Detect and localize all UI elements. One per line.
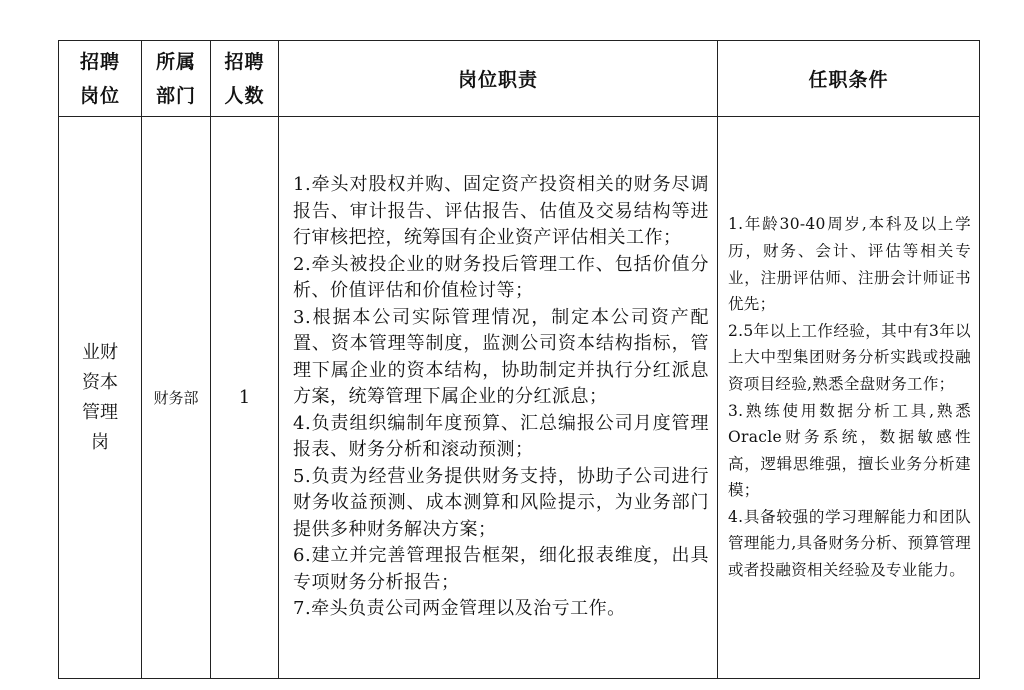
department-cell: 财务部 <box>142 117 211 679</box>
requirement-item: 4.具备较强的学习理解能力和团队管理能力,具备财务分析、预算管理或者投融资相关经验及专业能力。 <box>728 507 971 580</box>
duty-item: 4.负责组织编制年度预算、汇总编报公司月度管理报表、财务分析和滚动预测； <box>293 412 709 461</box>
requirement-item: 2.5年以上工作经验，其中有3年以上大中型集团财务分析实践或投融资项目经验,熟悉全盘财务工作； <box>728 321 971 393</box>
duty-item: 7.牵头负责公司两金管理以及治亏工作。 <box>293 598 626 620</box>
duty-item: 6.建立并完善管理报告框架，细化报表维度，出具专项财务分析报告； <box>293 545 709 593</box>
requirement-item: 1.年龄30-40周岁,本科及以上学历，财务、会计、评估等相关专业，注册评估师、注册会计师证书优先； <box>728 215 971 314</box>
position-cell: 业财 资本 管理 岗 <box>59 117 142 679</box>
header-requirements: 任职条件 <box>718 41 980 117</box>
header-department: 所属 部门 <box>142 41 211 117</box>
duty-item: 3.根据本公司实际管理情况，制定本公司资产配置、资本管理等制度，监测公司资本结构指标，管理下属企业的资本结构，协助制定并执行分红派息方案，统筹管理下属企业的分红派息； <box>293 306 709 408</box>
table-row <box>59 117 980 679</box>
duties-cell <box>279 117 718 679</box>
recruitment-table <box>58 40 980 679</box>
header-position: 招聘 岗位 <box>59 41 142 117</box>
duty-item: 2.牵头被投企业的财务投后管理工作、包括价值分析、价值评估和价值检讨等； <box>293 253 709 302</box>
duty-item: 5.负责为经营业务提供财务支持，协助子公司进行财务收益预测、成本测算和风险提示，为业务部门提供多种财务解决方案； <box>293 465 709 540</box>
duty-item: 1.牵头对股权并购、固定资产投资相关的财务尽调报告、审计报告、评估报告、估值及交易结构等进行审核把控，统筹国有企业资产评估相关工作； <box>293 174 709 249</box>
requirements-cell <box>718 117 980 679</box>
count-cell: 1 <box>211 117 279 679</box>
duties-list <box>279 172 717 623</box>
requirements-list <box>718 211 979 583</box>
header-duties: 岗位职责 <box>279 41 718 117</box>
header-count: 招聘 人数 <box>211 41 279 117</box>
header-row <box>59 41 980 117</box>
requirement-item: 3.熟练使用数据分析工具,熟悉Oracle财务系统，数据敏感性高，逻辑思维强，擅长业务分析建模； <box>728 401 971 500</box>
